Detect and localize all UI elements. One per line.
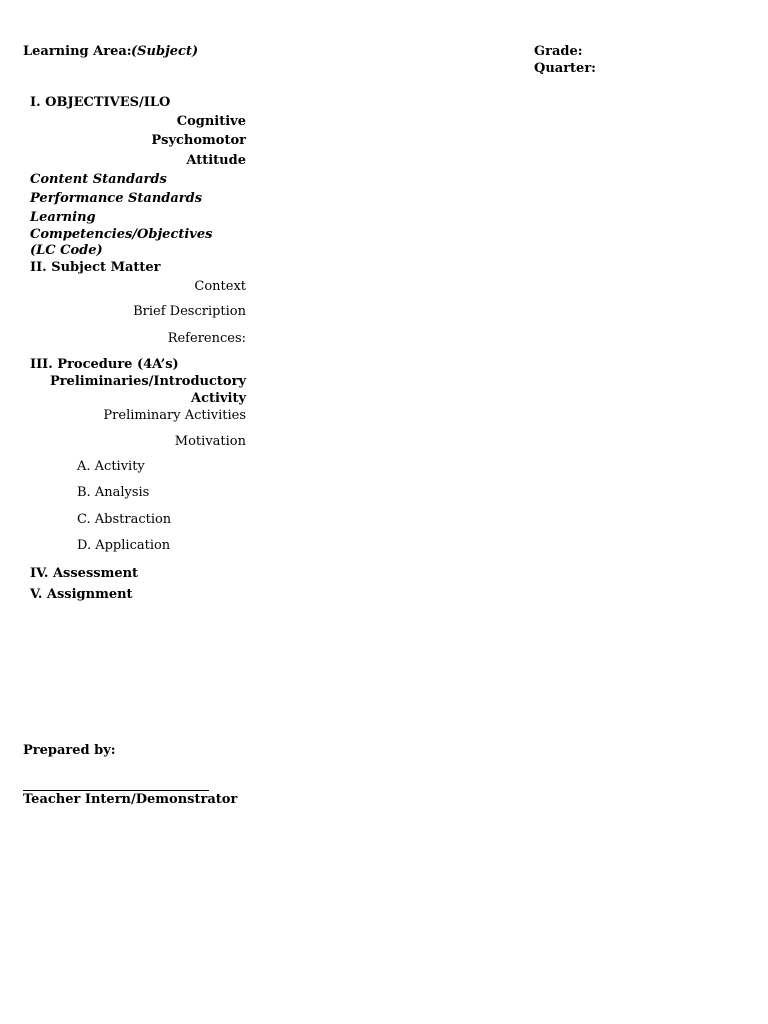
- cognitive-label: Cognitive: [176, 114, 246, 129]
- signature-line: [23, 790, 209, 791]
- preliminaries-line2: Activity: [191, 391, 246, 406]
- assessment-heading: IV. Assessment: [30, 566, 139, 581]
- quarter-label: Quarter:: [534, 61, 596, 76]
- learning-area-label: Learning Area:: [23, 44, 132, 59]
- preliminary-activities-label: Preliminary Activities: [103, 408, 246, 423]
- learning-competencies-line2: Competencies/Objectives: [30, 227, 213, 242]
- content-standards-label: Content Standards: [30, 172, 167, 187]
- performance-standards-label: Performance Standards: [30, 191, 203, 206]
- subject-matter-heading: II. Subject Matter: [30, 260, 161, 275]
- psychomotor-label: Psychomotor: [151, 133, 246, 148]
- learning-competencies-line1: Learning: [30, 210, 96, 225]
- assignment-heading: V. Assignment: [30, 587, 133, 602]
- signatory-title: Teacher Intern/Demonstrator: [23, 792, 238, 807]
- prepared-by-label: Prepared by:: [23, 743, 116, 758]
- learning-area-value: (Subject): [131, 44, 199, 59]
- learning-competencies-line3: (LC Code): [30, 243, 103, 258]
- preliminaries-line1: Preliminaries/Introductory: [49, 374, 246, 389]
- references-label: References:: [167, 331, 246, 346]
- abstraction-label: C. Abstraction: [77, 512, 172, 527]
- procedure-heading: III. Procedure (4A’s): [30, 357, 179, 372]
- brief-description-label: Brief Description: [133, 304, 246, 319]
- context-label: Context: [194, 279, 246, 294]
- objectives-heading: I. OBJECTIVES/ILO: [30, 95, 171, 110]
- application-label: D. Application: [77, 538, 171, 553]
- attitude-label: Attitude: [186, 153, 246, 168]
- activity-label: A. Activity: [77, 459, 145, 474]
- grade-label: Grade:: [534, 44, 583, 59]
- analysis-label: B. Analysis: [77, 485, 150, 500]
- motivation-label: Motivation: [174, 434, 246, 449]
